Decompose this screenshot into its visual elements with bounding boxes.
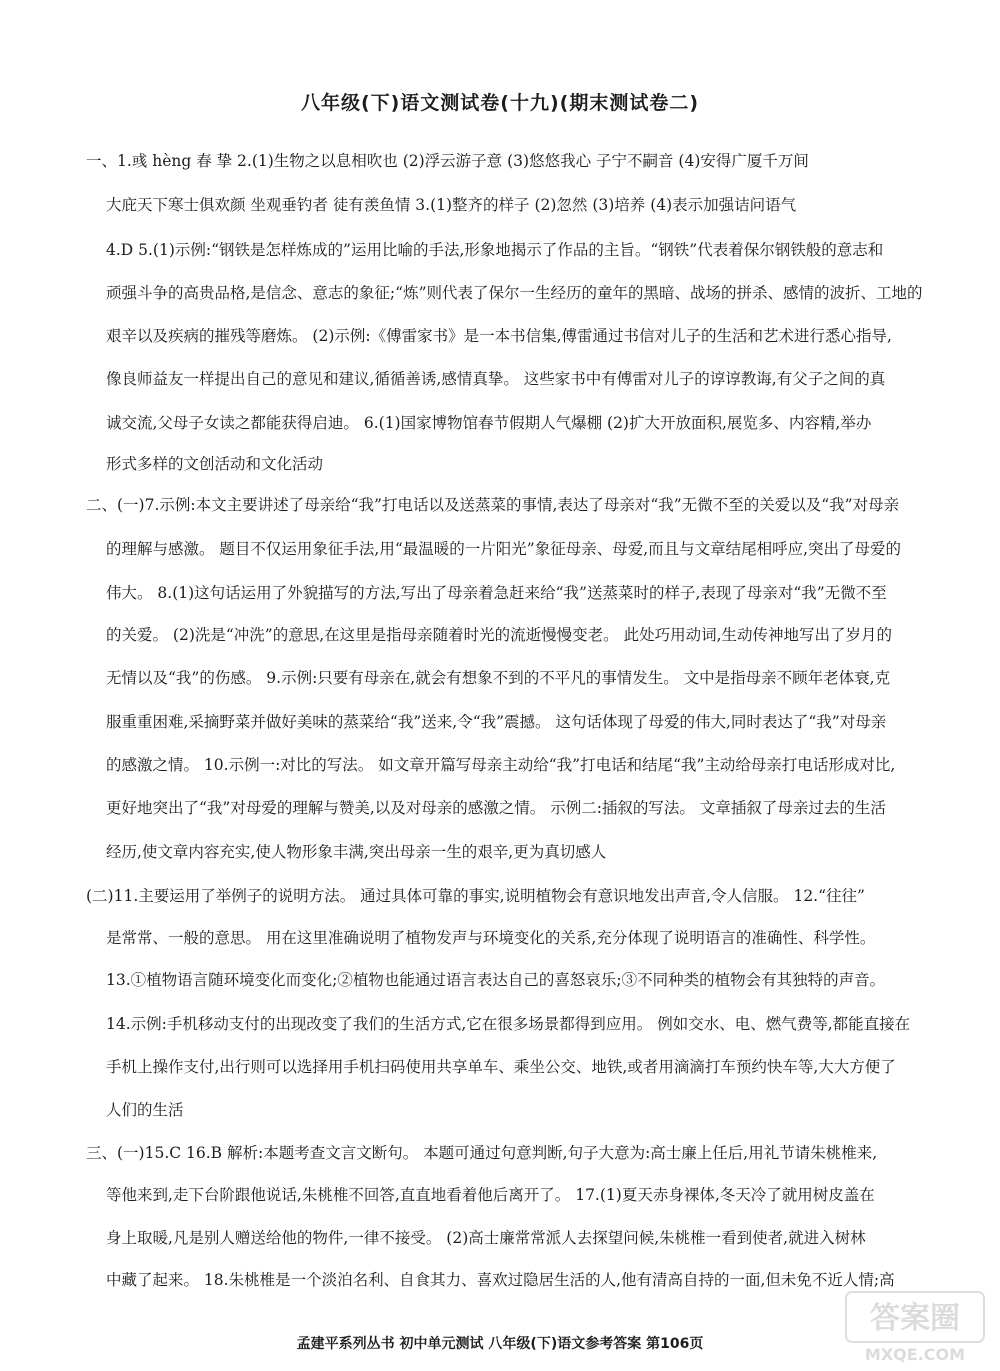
text-line: 人们的生活	[106, 1101, 184, 1119]
text-line: 大庇天下寒士俱欢颜 坐观垂钓者 徒有羡鱼情 3.(1)整齐的样子 (2)忽然 (3)培养 (4)表示加强诘问语气	[106, 196, 797, 214]
text-line: 的关爱。 (2)洗是“冲洗”的意思,在这里是指母亲随着时光的流逝慢慢变老。 此处巧用动词,生动传神地写出了岁月的	[106, 626, 893, 644]
text-line: 像良师益友一样提出自己的意见和建议,循循善诱,感情真挚。 这些家书中有傅雷对儿子的谆谆教诲,有父子之间的真	[106, 370, 886, 388]
text-line: 14.示例:手机移动支付的出现改变了我们的生活方式,它在很多场景都得到应用。 例如交水、电、燃气费等,都能直接在	[106, 1015, 911, 1033]
page-title: 八年级(下)语文测试卷(十九)(期末测试卷二)	[300, 92, 700, 114]
text-line: 诚交流,父母子女读之都能获得启迪。 6.(1)国家博物馆春节假期人气爆棚 (2)扩大开放面积,展览多、内容精,举办	[106, 414, 872, 432]
text-line: (二)11.主要运用了举例子的说明方法。 通过具体可靠的事实,说明植物会有意识地发出声音,令人信服。 12.“往往”	[86, 887, 865, 905]
text-line: 是常常、一般的意思。 用在这里准确说明了植物发声与环境变化的关系,充分体现了说明语言的准确性、科学性。	[106, 929, 876, 947]
text-line: 一、1.彧 hèng 春 挚 2.(1)生物之以息相吹也 (2)浮云游子意 (3)悠悠我心 子宁不嗣音 (4)安得广厦千万间	[86, 152, 809, 170]
text-line: 形式多样的文创活动和文化活动	[106, 455, 324, 473]
text-line: 服重重困难,采摘野菜并做好美味的蒸菜给“我”送来,令“我”震撼。 这句话体现了母爱的伟大,同时表达了“我”对母亲	[106, 713, 887, 731]
watermark-logo	[840, 1288, 990, 1366]
text-line: 13.①植物语言随环境变化而变化;②植物也能通过语言表达自己的喜怒哀乐;③不同种类的植物会有其独特的声音。	[106, 971, 886, 989]
text-line: 更好地突出了“我”对母爱的理解与赞美,以及对母亲的感激之情。 示例二:插叙的写法。 文章插叙了母亲过去的生活	[106, 799, 886, 817]
svg-text:答案圈: 答案圈	[870, 1301, 960, 1336]
text-line: 顽强斗争的高贵品格,是信念、意志的象征;“炼”则代表了保尔一生经历的童年的黑暗、战场的拼杀、感情的波折、工地的	[106, 284, 923, 302]
text-line: 无情以及“我”的伤感。 9.示例:只要有母亲在,就会有想象不到的不平凡的事情发生。 文中是指母亲不顾年老体衰,克	[106, 669, 891, 687]
text-line: 4.D 5.(1)示例:“钢铁是怎样炼成的”运用比喻的手法,形象地揭示了作品的主旨。“钢铁”代表着保尔钢铁般的意志和	[106, 241, 884, 259]
text-line: 二、(一)7.示例:本文主要讲述了母亲给“我”打电话以及送蒸菜的事情,表达了母亲对“我”无微不至的关爱以及“我”对母亲	[86, 496, 900, 514]
text-line: 手机上操作支付,出行则可以选择用手机扫码使用共享单车、乘坐公交、地铁,或者用滴滴打车预约快车等,大大方便了	[106, 1058, 896, 1076]
text-line: 的感激之情。 10.示例一:对比的写法。 如文章开篇写母亲主动给“我”打电话和结尾“我”主动给母亲打电话形成对比,	[106, 756, 896, 774]
text-line: 的理解与感激。 题目不仅运用象征手法,用“最温暖的一片阳光”象征母亲、母爱,而且与文章结尾相呼应,突出了母爱的	[106, 540, 902, 558]
page-footer: 孟建平系列丛书 初中单元测试 八年级(下)语文参考答案 第106页	[296, 1336, 704, 1352]
text-line: 经历,使文章内容充实,使人物形象丰满,突出母亲一生的艰辛,更为真切感人	[106, 843, 607, 861]
text-line: 三、(一)15.C 16.B 解析:本题考查文言文断句。 本题可通过句意判断,句子大意为:高士廉上任后,用礼节请朱桃椎来,	[86, 1144, 878, 1162]
text-line: 伟大。 8.(1)这句话运用了外貌描写的方法,写出了母亲着急赶来给“我”送蒸菜时的样子,表现了母亲对“我”无微不至	[106, 584, 887, 602]
svg-text:MXQE.COM: MXQE.COM	[864, 1345, 966, 1364]
text-line: 中藏了起来。 18.朱桃椎是一个淡泊名利、自食其力、喜欢过隐居生活的人,他有清高自持的一面,但未免不近人情;高	[106, 1271, 895, 1289]
text-line: 艰辛以及疾病的摧残等磨炼。 (2)示例:《傅雷家书》是一本书信集,傅雷通过书信对儿子的生活和艺术进行悉心指导,	[106, 327, 892, 345]
text-line: 等他来到,走下台阶跟他说话,朱桃椎不回答,直直地看着他后离开了。 17.(1)夏天赤身裸体,冬天冷了就用树皮盖在	[106, 1186, 875, 1204]
text-line: 身上取暖,凡是别人赠送给他的物件,一律不接受。 (2)高士廉常常派人去探望问候,朱桃椎一看到使者,就进入树林	[106, 1229, 866, 1247]
